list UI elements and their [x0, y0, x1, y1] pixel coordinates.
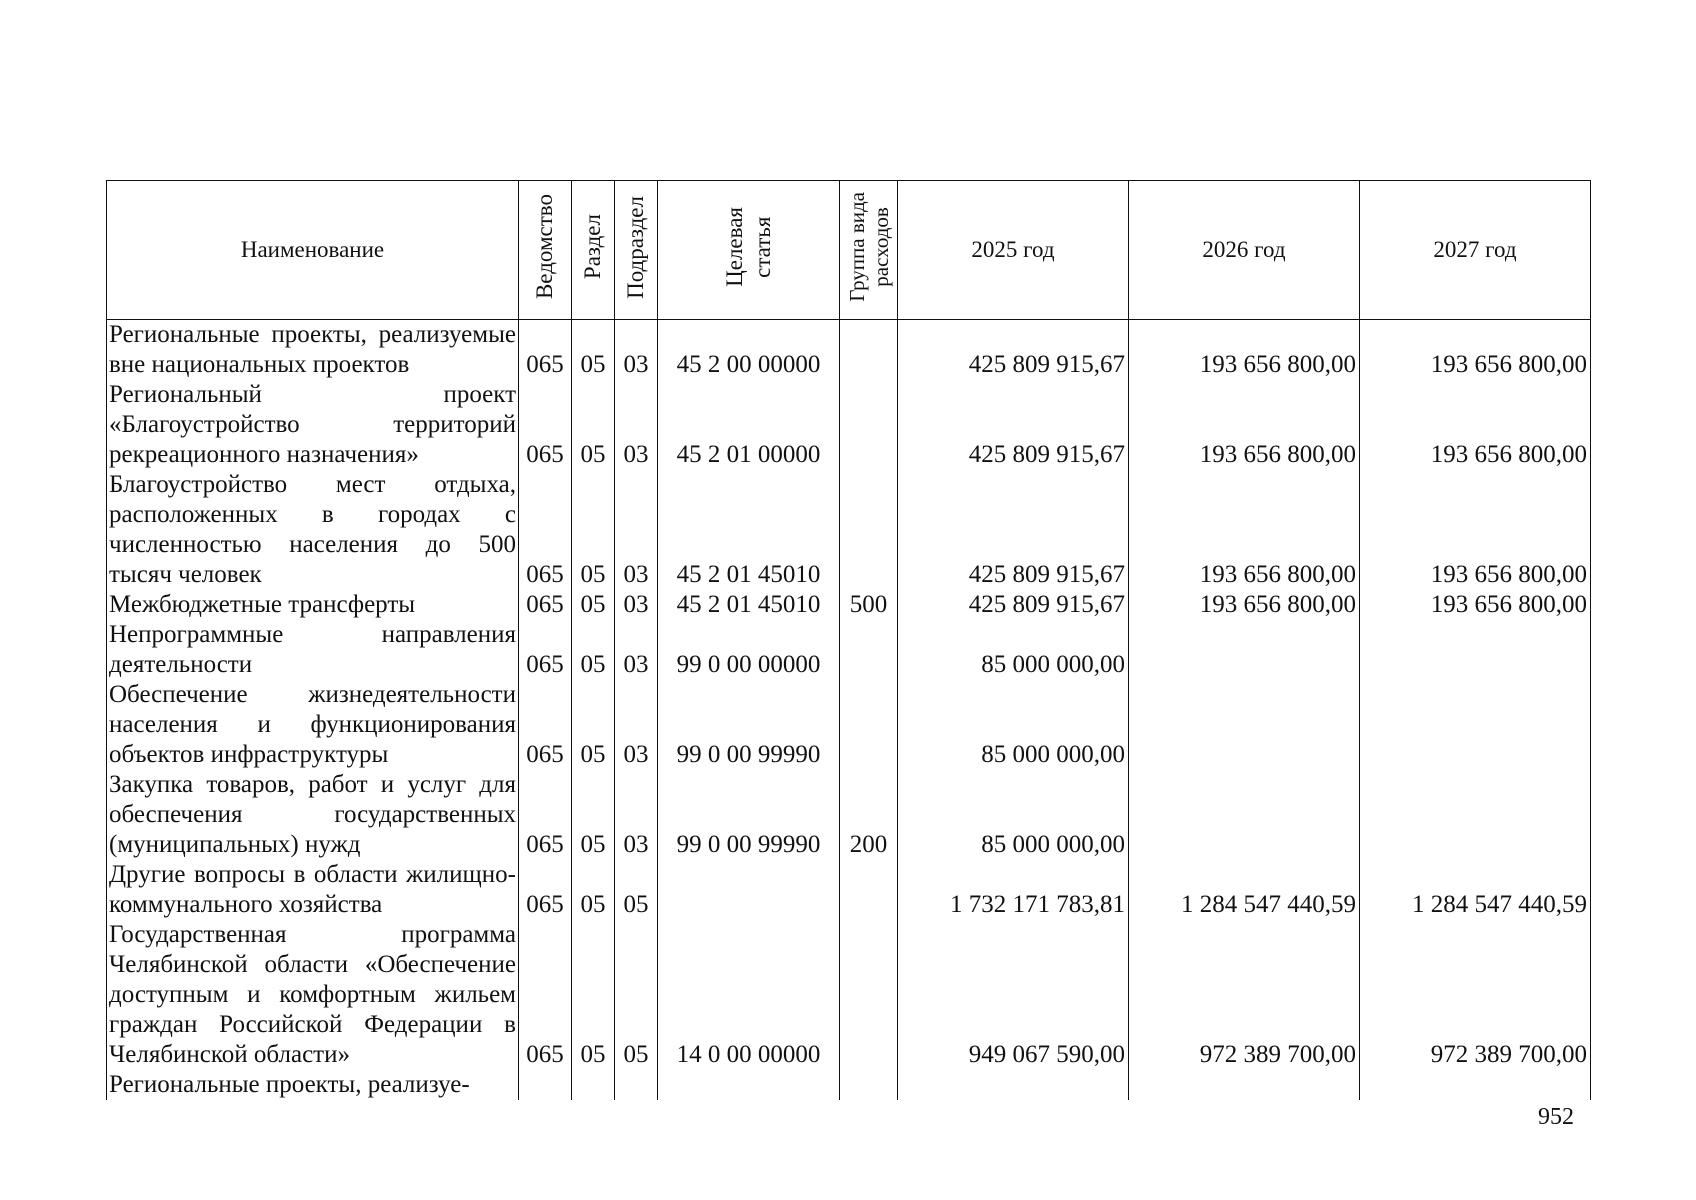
row-amount-2027	[1360, 620, 1591, 680]
row-subsection: 03	[615, 770, 658, 860]
page-number: 952	[1538, 1104, 1574, 1130]
row-subsection: 05	[615, 860, 658, 920]
header-year-2026: 2026 год	[1129, 181, 1360, 320]
row-subsection: 05	[615, 920, 658, 1070]
table-row-continued	[107, 1070, 1591, 1100]
header-row	[107, 181, 1591, 320]
header-subsection: Подраздел	[615, 181, 658, 320]
header-year-2025: 2025 год	[898, 181, 1129, 320]
row-amount-2027: 193 656 800,00	[1360, 470, 1591, 590]
table-row	[107, 860, 1591, 920]
row-department: 065	[519, 920, 572, 1070]
row-target-article: 45 2 01 45010	[658, 470, 840, 590]
row-amount-2026: 1 284 547 440,59	[1129, 860, 1360, 920]
row-subsection: 03	[615, 380, 658, 470]
row-amount-2027: 972 389 700,00	[1360, 920, 1591, 1070]
row-name: Региональные проекты, реализуемые вне национальных проектов	[107, 320, 519, 381]
row-expense-group	[840, 470, 898, 590]
table-row	[107, 590, 1591, 620]
row-subsection: 03	[615, 320, 658, 381]
row-amount-2025: 425 809 915,67	[898, 590, 1129, 620]
row-department: 065	[519, 470, 572, 590]
row-department: 065	[519, 620, 572, 680]
row-amount-2026: 972 389 700,00	[1129, 920, 1360, 1070]
row-section: 05	[572, 860, 615, 920]
row-amount-2025: 949 067 590,00	[898, 920, 1129, 1070]
row-amount-2026	[1129, 770, 1360, 860]
row-target-article: 45 2 01 00000	[658, 380, 840, 470]
row-name: Обеспечение жизнедеятельности населения и функционирования объектов инфраструктуры	[107, 680, 519, 770]
row-department: 065	[519, 590, 572, 620]
row-name: Благоустройство мест отдыха, расположенных в городах с численностью населения до 500 тысяч человек	[107, 470, 519, 590]
row-section: 05	[572, 590, 615, 620]
row-target-article: 14 0 00 00000	[658, 920, 840, 1070]
row-subsection: 03	[615, 470, 658, 590]
row-section: 05	[572, 620, 615, 680]
row-section: 05	[572, 380, 615, 470]
row-expense-group	[840, 680, 898, 770]
table-row	[107, 620, 1591, 680]
row-amount-2025: 1 732 171 783,81	[898, 860, 1129, 920]
row-amount-2025: 85 000 000,00	[898, 620, 1129, 680]
row-department: 065	[519, 680, 572, 770]
row-expense-group: 500	[840, 590, 898, 620]
header-section: Раздел	[572, 181, 615, 320]
row-amount-2027: 1 284 547 440,59	[1360, 860, 1591, 920]
row-subsection: 03	[615, 680, 658, 770]
row-amount-2026: 193 656 800,00	[1129, 470, 1360, 590]
row-section: 05	[572, 770, 615, 860]
table-row	[107, 470, 1591, 590]
row-amount-2027: 193 656 800,00	[1360, 590, 1591, 620]
row-amount-2027	[1360, 770, 1591, 860]
row-target-article: 45 2 00 00000	[658, 320, 840, 381]
row-expense-group	[840, 380, 898, 470]
row-name: Закупка товаров, работ и услуг для обеспечения государственных (муниципальных) нужд	[107, 770, 519, 860]
row-expense-group	[840, 920, 898, 1070]
row-section: 05	[572, 920, 615, 1070]
table-body	[107, 320, 1591, 1101]
row-subsection: 03	[615, 590, 658, 620]
row-target-article	[658, 860, 840, 920]
row-target-article: 99 0 00 99990	[658, 680, 840, 770]
row-amount-2026	[1129, 680, 1360, 770]
header-year-2027: 2027 год	[1360, 181, 1591, 320]
row-section: 05	[572, 320, 615, 381]
row-section: 05	[572, 680, 615, 770]
row-section: 05	[572, 470, 615, 590]
table-row	[107, 320, 1591, 381]
row-department: 065	[519, 770, 572, 860]
row-name: Государственная программа Челябинской области «Обеспечение доступным и комфортным жильем граждан Российской Федерации в Челябинской области»	[107, 920, 519, 1070]
row-department: 065	[519, 860, 572, 920]
budget-table	[106, 180, 1591, 1100]
row-amount-2025: 425 809 915,67	[898, 320, 1129, 381]
row-amount-2027: 193 656 800,00	[1360, 380, 1591, 470]
header-expense-group: Группа вида расходов	[840, 181, 898, 320]
row-name: Региональные проекты, реализуе-	[107, 1070, 519, 1100]
row-amount-2027: 193 656 800,00	[1360, 320, 1591, 381]
header-target-article: Целевая статья	[658, 181, 840, 320]
row-subsection: 03	[615, 620, 658, 680]
row-department: 065	[519, 380, 572, 470]
row-amount-2027	[1360, 680, 1591, 770]
row-name: Непрограммные направления деятельности	[107, 620, 519, 680]
table-row	[107, 680, 1591, 770]
row-amount-2025: 85 000 000,00	[898, 680, 1129, 770]
row-amount-2026: 193 656 800,00	[1129, 590, 1360, 620]
row-amount-2026: 193 656 800,00	[1129, 320, 1360, 381]
row-name: Другие вопросы в области жилищно-коммунального хозяйства	[107, 860, 519, 920]
row-name: Межбюджетные трансферты	[107, 590, 519, 620]
row-amount-2025: 425 809 915,67	[898, 380, 1129, 470]
row-amount-2026: 193 656 800,00	[1129, 380, 1360, 470]
row-name: Региональный проект «Благоустройство территорий рекреационного назначения»	[107, 380, 519, 470]
header-department: Ведомство	[519, 181, 572, 320]
table-row	[107, 920, 1591, 1070]
row-expense-group	[840, 860, 898, 920]
row-target-article: 99 0 00 00000	[658, 620, 840, 680]
row-amount-2025: 85 000 000,00	[898, 770, 1129, 860]
row-amount-2026	[1129, 620, 1360, 680]
table-row	[107, 380, 1591, 470]
row-expense-group	[840, 320, 898, 381]
row-target-article: 99 0 00 99990	[658, 770, 840, 860]
row-department: 065	[519, 320, 572, 381]
row-amount-2025: 425 809 915,67	[898, 470, 1129, 590]
header-name: Наименование	[107, 181, 519, 320]
row-expense-group: 200	[840, 770, 898, 860]
table-row	[107, 770, 1591, 860]
row-expense-group	[840, 620, 898, 680]
row-target-article: 45 2 01 45010	[658, 590, 840, 620]
